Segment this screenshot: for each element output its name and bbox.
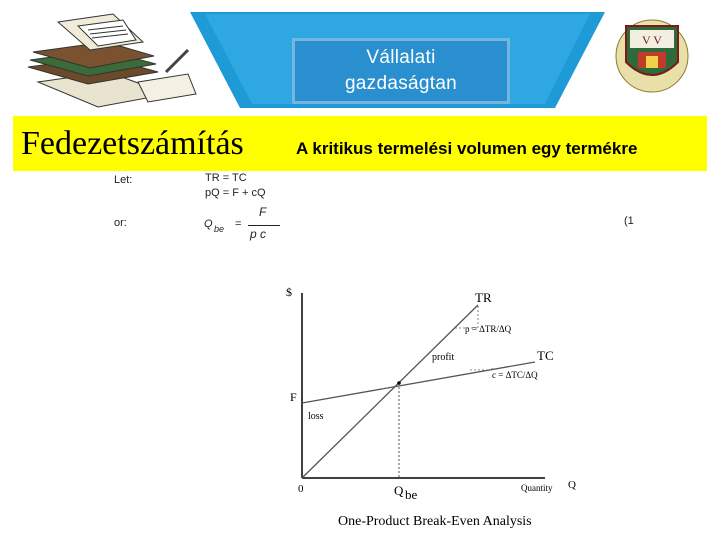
chart-caption: One-Product Break-Even Analysis bbox=[338, 514, 532, 529]
y-axis-label: $ bbox=[286, 285, 292, 299]
qbe-label: Q bbox=[394, 483, 404, 498]
loss-label: loss bbox=[308, 411, 324, 422]
tc-line bbox=[302, 362, 535, 403]
equation-pq: pQ = F + cQ bbox=[205, 187, 266, 199]
x-axis-end-label: Q bbox=[568, 479, 576, 491]
profit-label: profit bbox=[432, 352, 455, 363]
x-axis-label: Quantity bbox=[521, 483, 553, 493]
q-lhs: Q bbox=[204, 218, 213, 230]
let-label: Let: bbox=[114, 174, 133, 186]
equals-sign: = bbox=[235, 218, 242, 230]
tr-slope-label: p = ΔTR/ΔQ bbox=[465, 324, 512, 334]
f-label: F bbox=[290, 390, 297, 404]
tc-label: TC bbox=[537, 348, 554, 363]
topic-title: Fedezetszámítás bbox=[21, 125, 244, 162]
qbe-sub-label: be bbox=[405, 487, 418, 502]
numerator: F bbox=[259, 205, 267, 219]
q-sub: be bbox=[214, 224, 225, 234]
topic-subtitle: A kritikus termelési volumen egy termékre bbox=[296, 139, 638, 158]
tr-label: TR bbox=[475, 290, 492, 305]
denominator: p c bbox=[250, 227, 267, 241]
course-title-line1: Vállalati bbox=[366, 47, 436, 68]
equation-tr-tc: TR = TC bbox=[205, 172, 247, 184]
equation-number: (1 bbox=[624, 215, 634, 227]
svg-text:V V: V V bbox=[642, 33, 662, 47]
break-even-point bbox=[397, 381, 401, 385]
tc-slope-label: c = ΔTC/ΔQ bbox=[492, 370, 538, 380]
course-title-line2: gazdaságtan bbox=[344, 73, 458, 94]
or-label: or: bbox=[114, 217, 127, 229]
origin-label: 0 bbox=[298, 483, 304, 495]
tr-line bbox=[302, 305, 478, 478]
